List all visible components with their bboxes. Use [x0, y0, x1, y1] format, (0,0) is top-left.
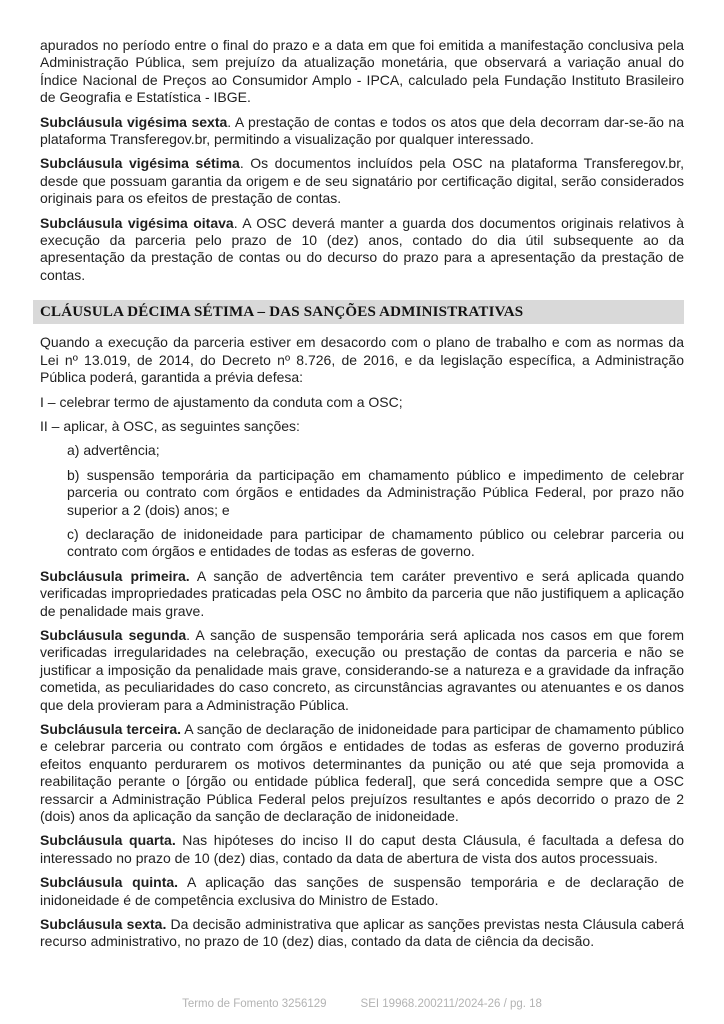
subclause-6-label: Subcláusula sexta. — [40, 916, 167, 933]
inciso-ii: II – aplicar, à OSC, as seguintes sanções: — [40, 417, 300, 434]
subclause-3-text: A sanção de declaração de inidoneidade para participar de chamamento público e celebrar parceria ou contrato com órgãos e entidades de todas as esferas de governo produzirá efeitos enquanto perdurarem os motivos determinantes da punição ou até que seja promovida a reabilitação perante o [órgão ou entidade pública federal], que será concedida sempre que a OSC ressarcir a Administração Pública Federal pelos prejuízos resultantes e após decorrido o prazo de 2 (dois) anos da aplicação da sanção de declaração de inidoneidade. — [40, 721, 685, 825]
subclause-1-text: A sanção de advertência tem caráter preventivo e será aplicada quando verificadas impropriedades praticadas pela OSC no âmbito da parceria que não justifiquem a aplicação de penalidade mais grave. — [40, 567, 684, 619]
subclause-4-text: Nas hipóteses do inciso II do caput desta Cláusula, é facultada a defesa do interessado no prazo de 10 (dez) dias, contado da data de abertura de vista dos autos processuais. — [40, 832, 684, 866]
subclause-28-text: . A OSC deverá manter a guarda dos documentos originais relativos à execução da parceria pelo prazo de 10 (dez) anos, contado do dia útil subsequente ao da apresentação da prestação de contas ou do decurso do prazo para a apresentação da prestação de contas. — [40, 214, 684, 283]
intro-paragraph: apurados no período entre o final do prazo e a data em que foi emitida a manifestação conclusiva pela Administração Pública, sem prejuízo da atualização monetária, que observará a variação anual do Índice Nacional de Preços ao Consumidor Amplo - IPCA, calculado pela Fundação Instituto Brasileiro de Geografia e Estatística - IBGE. — [40, 37, 684, 106]
subclause-28-label: Subcláusula vigésima oitava — [40, 214, 234, 231]
subclause-6-text: Da decisão administrativa que aplicar as sanções previstas nesta Cláusula caberá recurso administrativo, no prazo de 10 (dez) dias, contado da data de ciência da decisão. — [40, 916, 684, 950]
document-content — [40, 37, 684, 958]
clause-17-intro-paragraph: Quando a execução da parceria estiver em desacordo com o plano de trabalho e com as normas da Lei nº 13.019, de 2014, do Decreto nº 8.726, de 2016, e da legislação específica, a Administração Pública poderá, garantida a prévia defesa: — [40, 334, 684, 386]
subclause-2-text: . A sanção de suspensão temporária será aplicada nos casos em que forem verificadas irregularidades na celebração, execução ou prestação de contas da parceria e não se justificar a imposição da penalidade mais grave, considerando-se a natureza e a gravidade da infração cometida, as peculiaridades do caso concreto, as circunstâncias agravantes ou atenuantes e os danos que dela provieram para a Administração Pública. — [40, 626, 684, 713]
subclause-4-paragraph — [40, 832, 684, 867]
subclause-26-paragraph — [40, 114, 684, 149]
subclause-3-paragraph — [40, 721, 684, 825]
subclause-26-label: Subcláusula vigésima sexta — [40, 113, 228, 130]
alinea-b: b) suspensão temporária da participação em chamamento público e impedimento de celebrar parceria ou contrato com órgãos e entidades da Administração Pública Federal, por prazo não superior a 2 (dois) anos; e — [67, 466, 684, 518]
page-footer — [0, 998, 724, 1010]
subclause-27-label: Subcláusula vigésima sétima — [40, 155, 240, 172]
subclause-2-paragraph — [40, 627, 684, 714]
subclause-6-paragraph — [40, 916, 684, 951]
alinea-c: c) declaração de inidoneidade para participar de chamamento público ou celebrar parceria ou contrato com órgãos e entidades de todas as esferas de governo. — [67, 525, 684, 560]
footer-sei-page-label: SEI 19968.200211/2024-26 / pg. 18 — [360, 998, 542, 1010]
subclause-2-label: Subcláusula segunda — [40, 626, 187, 643]
subclause-1-paragraph — [40, 568, 684, 620]
subclause-5-label: Subcláusula quinta. — [40, 874, 179, 891]
alinea-a: a) advertência; — [67, 442, 160, 459]
subclause-5-paragraph — [40, 874, 684, 909]
subclause-26-text: . A prestação de contas e todos os atos que dela decorram dar-se-ão na plataforma Transferegov.br, permitindo a visualização por qualquer interessado. — [40, 113, 684, 148]
subclause-3-label: Subcláusula terceira. — [40, 721, 182, 737]
footer-document-label: Termo de Fomento 3256129 — [182, 998, 327, 1010]
subclause-27-paragraph — [40, 155, 684, 207]
inciso-i: I – celebrar termo de ajustamento da conduta com a OSC; — [40, 393, 403, 410]
subclause-28-paragraph — [40, 215, 684, 285]
subclause-4-label: Subcláusula quarta. — [40, 832, 176, 849]
subclause-5-text: A aplicação das sanções de suspensão temporária e de declaração de inidoneidade é de competência exclusiva do Ministro de Estado. — [40, 874, 685, 908]
subclause-1-label: Subcláusula primeira. — [40, 567, 190, 584]
subclause-27-text: . Os documentos incluídos pela OSC na plataforma Transferegov.br, desde que possuam garantia da origem e de seu signatário por certificação digital, serão considerados originais para os efeitos de prestação de contas. — [40, 155, 684, 207]
clause-17-heading: CLÁUSULA DÉCIMA SÉTIMA – DAS SANÇÕES ADMINISTRATIVAS — [33, 300, 684, 324]
